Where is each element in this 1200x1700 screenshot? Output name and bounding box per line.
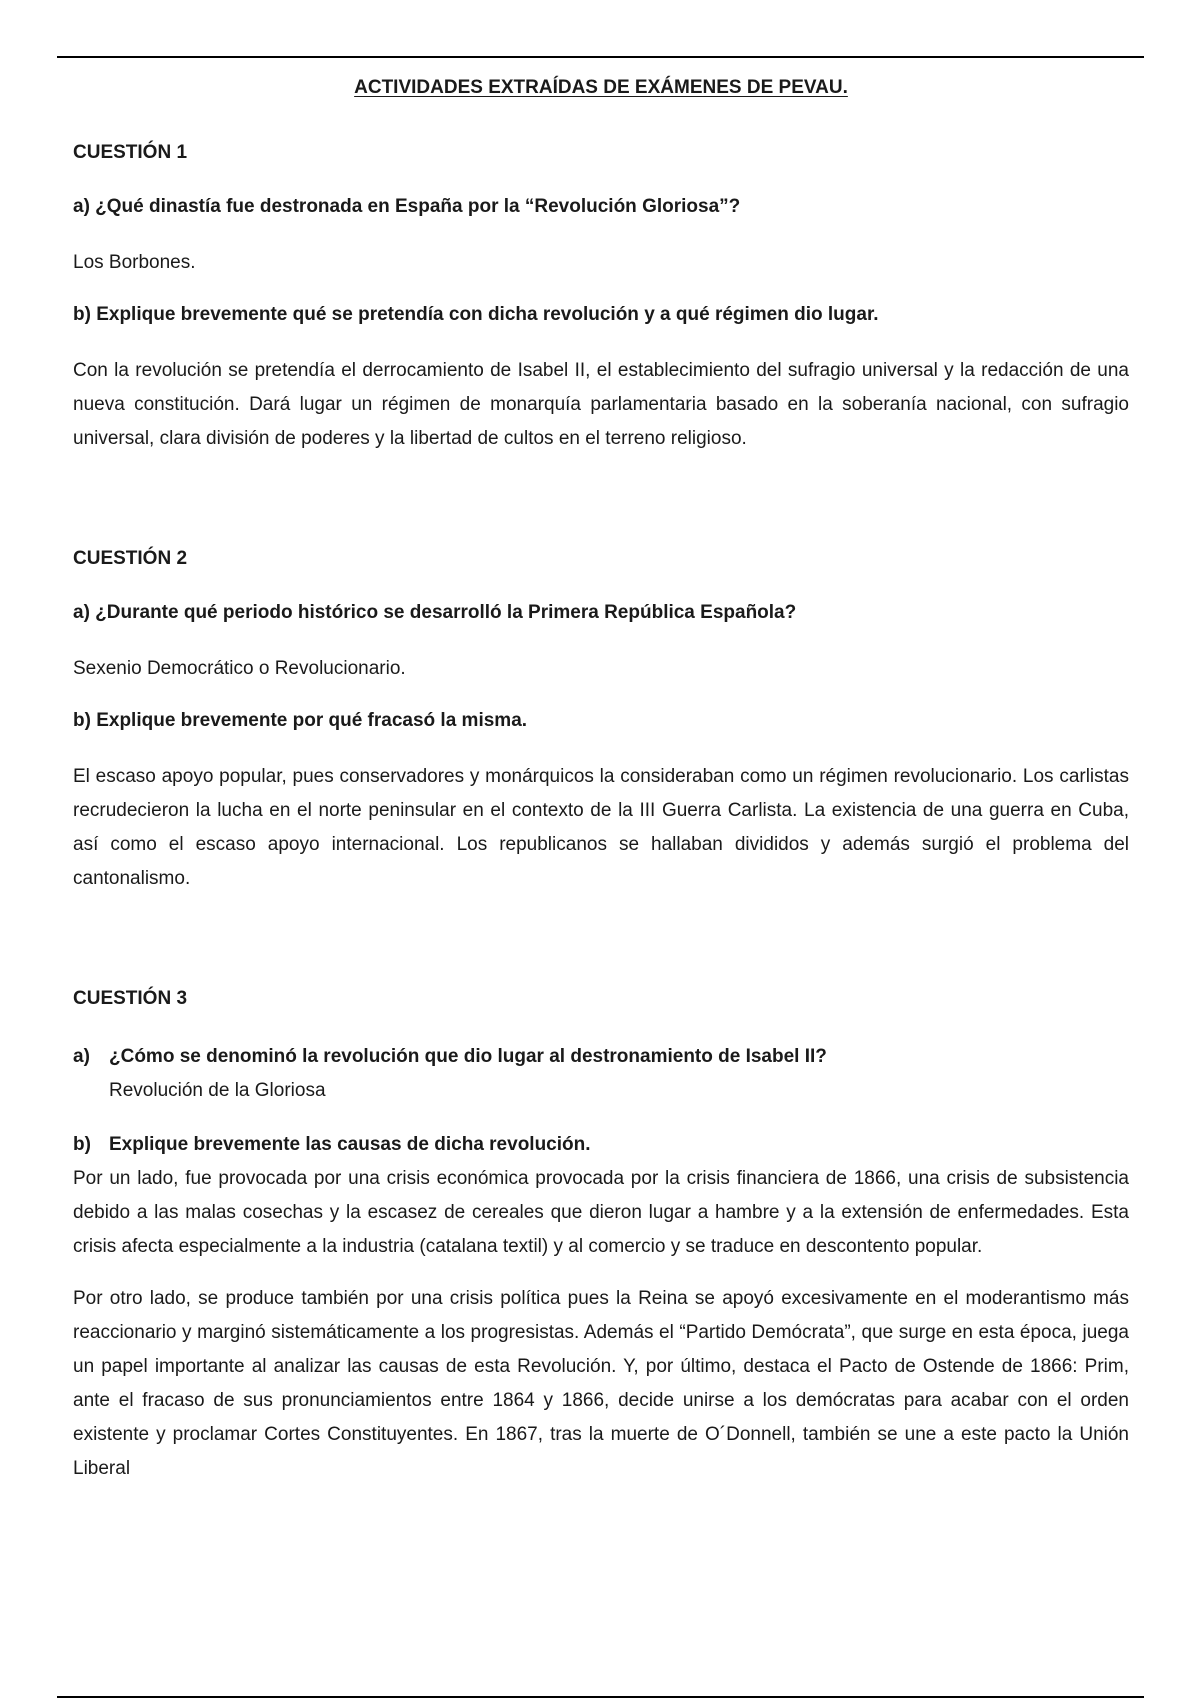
answer-1a: Los Borbones.	[73, 252, 196, 273]
question-3b-body	[109, 1128, 1129, 1162]
document-title: ACTIVIDADES EXTRAÍDAS DE EXÁMENES DE PEVAU.	[354, 77, 848, 98]
question-3-heading: CUESTIÓN 3	[73, 988, 188, 1009]
question-1-heading: CUESTIÓN 1	[73, 142, 188, 163]
answer-1b: Con la revolución se pretendía el derrocamiento de Isabel II, el establecimiento del sufragio universal y la redacción de una nueva constitución. Dará lugar un régimen de monarquía parlamentaria basado en la soberanía nacional, con sufragio universal, clara división de poderes y la libertad de cultos en el terreno religioso.	[73, 360, 1129, 449]
question-3a-body	[109, 1040, 1129, 1128]
question-3b-item	[73, 1128, 1129, 1162]
list-marker-b: b)	[73, 1134, 91, 1155]
question-2a: a) ¿Durante qué periodo histórico se desarrolló la Primera República Española?	[73, 602, 797, 623]
question-1b: b) Explique brevemente qué se pretendía con dicha revolución y a qué régimen dio lugar.	[73, 304, 879, 325]
answer-3a: Revolución de la Gloriosa	[109, 1080, 326, 1101]
answer-3b-paragraph-1: Por un lado, fue provocada por una crisis económica provocada por la crisis financiera de 1866, una crisis de subsistencia debido a las malas cosechas y la escasez de cereales que dieron lugar a hambre y a la extensión de enfermedades. Esta crisis afecta especialmente a la industria (catalana textil) y al comercio y se traduce en descontento popular.	[73, 1168, 1129, 1257]
question-3b: Explique brevemente las causas de dicha revolución.	[109, 1134, 591, 1155]
question-2-section	[73, 546, 1129, 896]
list-marker-a: a)	[73, 1046, 90, 1067]
bottom-rule	[57, 1696, 1144, 1698]
top-rule	[57, 56, 1144, 58]
question-2b: b) Explique brevemente por qué fracasó la misma.	[73, 710, 528, 731]
section-spacer	[73, 474, 1129, 546]
question-3a-item	[73, 1040, 1129, 1128]
question-1a: a) ¿Qué dinastía fue destronada en España por la “Revolución Gloriosa”?	[73, 196, 741, 217]
question-3a: ¿Cómo se denominó la revolución que dio lugar al destronamiento de Isabel II?	[109, 1046, 827, 1067]
section-spacer	[73, 914, 1129, 986]
answer-2a: Sexenio Democrático o Revolucionario.	[73, 658, 406, 679]
answer-2b: El escaso apoyo popular, pues conservadores y monárquicos la consideraban como un régimen revolucionario. Los carlistas recrudecieron la lucha en el norte peninsular en el contexto de la III Guerra Carlista. La existencia de una guerra en Cuba, así como el escaso apoyo internacional. Los republicanos se hallaban divididos y además surgió el problema del cantonalismo.	[73, 766, 1129, 889]
question-1-section	[73, 140, 1129, 456]
document-page	[73, 74, 1129, 1504]
question-3-section	[73, 986, 1129, 1486]
answer-3b-paragraph-2: Por otro lado, se produce también por una crisis política pues la Reina se apoyó excesivamente en el moderantismo más reaccionario y marginó sistemáticamente a los progresistas. Además el “Partido Demócrata”, que surge en esta época, juega un papel importante al analizar las causas de esta Revolución. Y, por último, destaca el Pacto de Ostende de 1866: Prim, ante el fracaso de sus pronunciamientos entre 1864 y 1866, decide unirse a los demócratas para acabar con el orden existente y proclamar Cortes Constituyentes. En 1867, tras la muerte de O´Donnell, también se une a este pacto la Unión Liberal	[73, 1288, 1129, 1479]
question-2-heading: CUESTIÓN 2	[73, 548, 188, 569]
